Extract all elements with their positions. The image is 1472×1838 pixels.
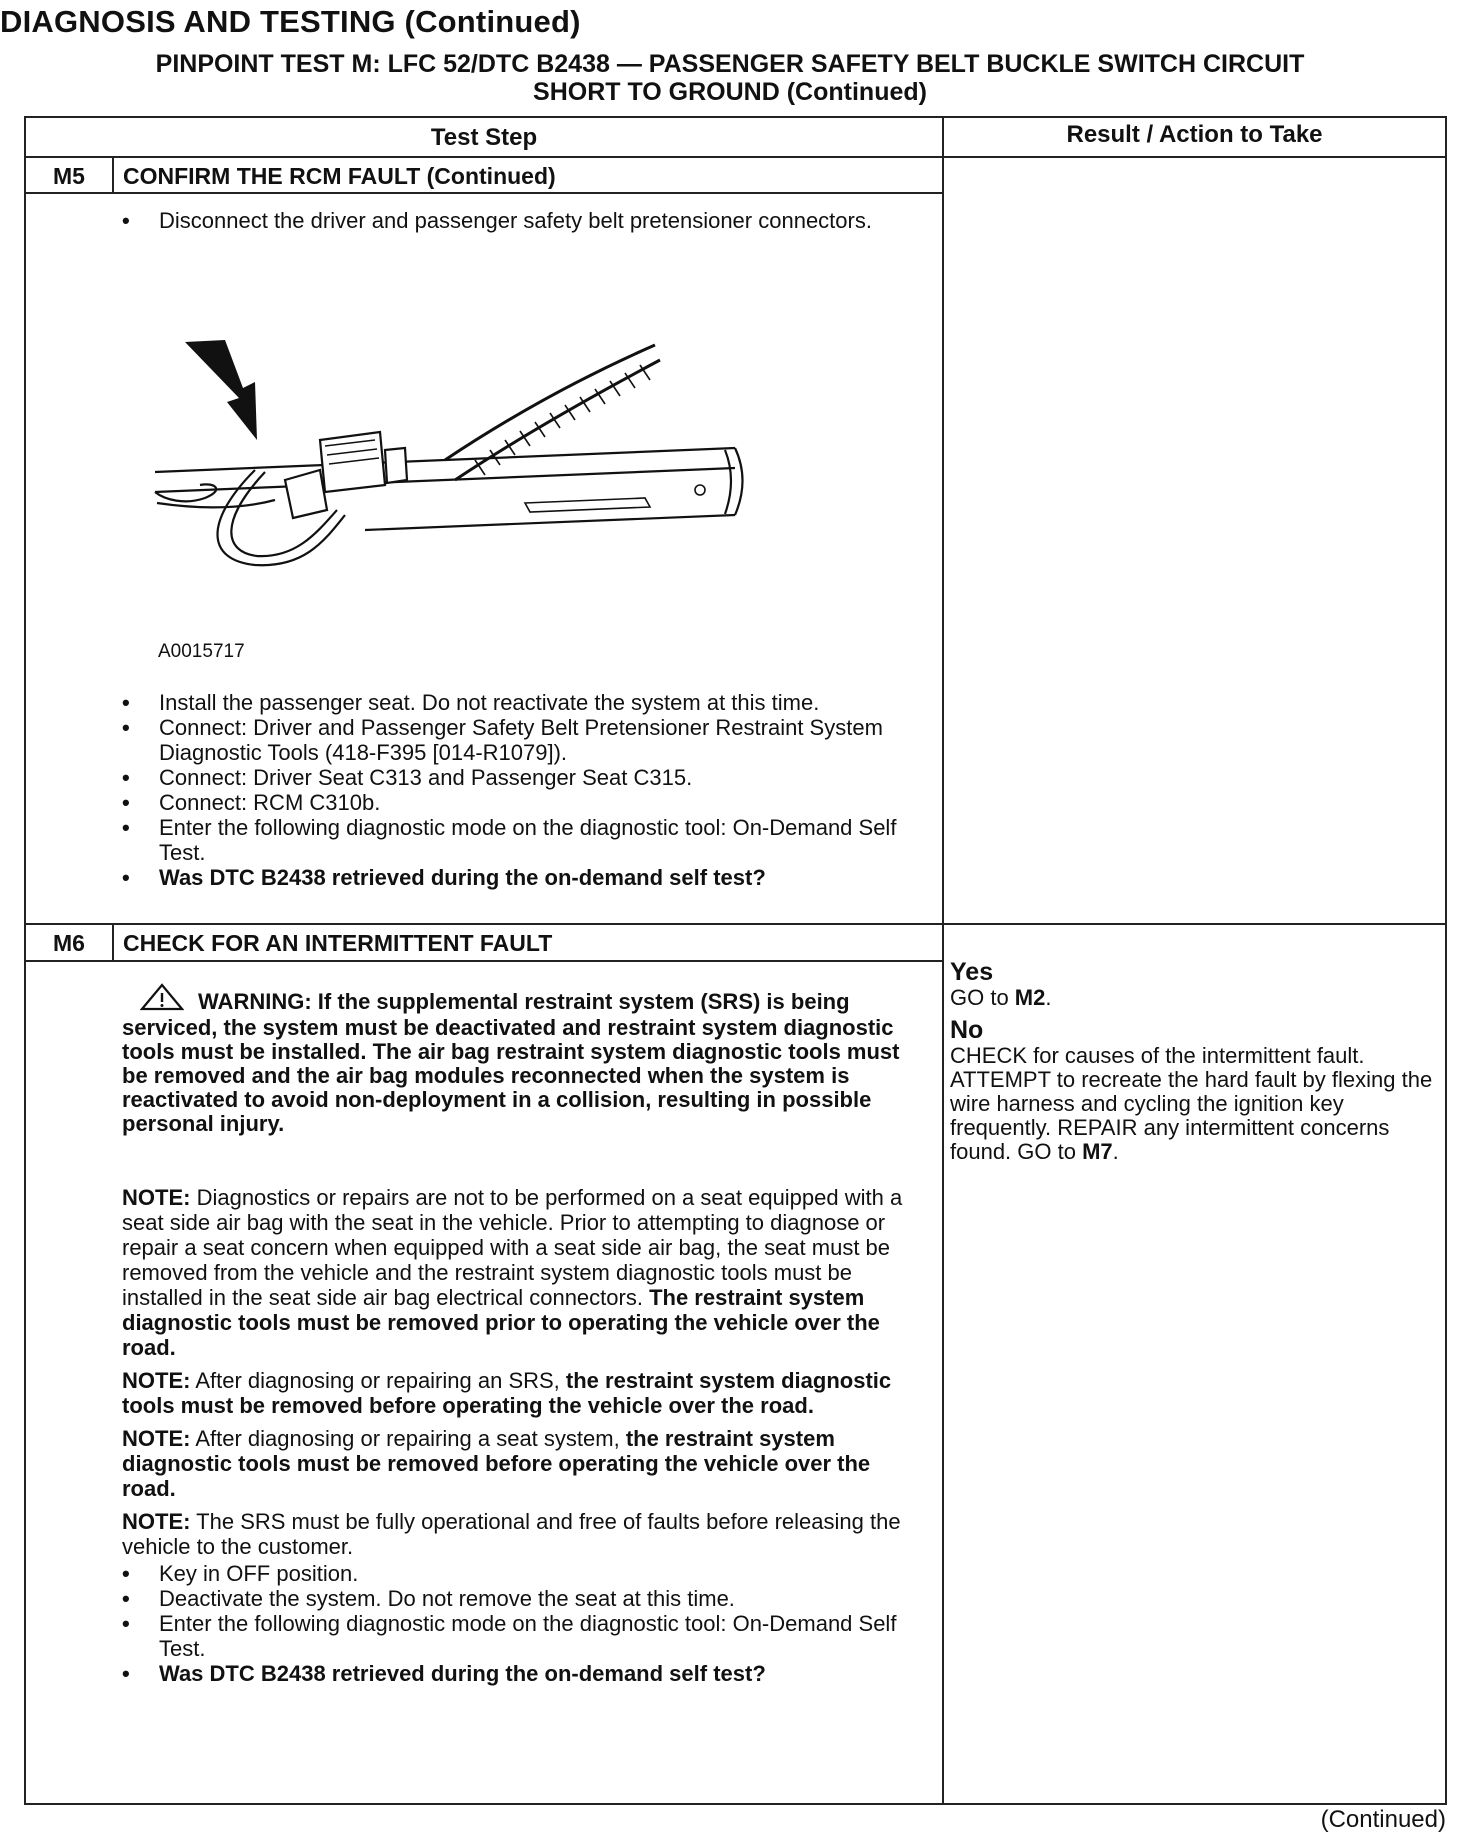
m5-bullets-before: [122, 208, 882, 233]
column-header-test-step: Test Step: [430, 124, 538, 151]
result-no-label: No: [950, 1016, 984, 1044]
list-item-question: • Was DTC B2438 retrieved during the on-demand self test?: [122, 1661, 912, 1686]
list-item: • Enter the following diagnostic mode on the diagnostic tool: On-Demand Self Test.: [122, 815, 902, 865]
note-label: NOTE:: [122, 1368, 191, 1393]
result-yes-target: M2: [1014, 985, 1046, 1010]
note-emphasis: The restraint system diagnostic tools must be removed prior to operating the vehicle over the road.: [122, 1285, 880, 1360]
note-text: After diagnosing or repairing a seat system,: [195, 1426, 620, 1451]
header-rule: [26, 156, 1445, 158]
note-text: The SRS must be fully operational and free of faults before releasing the vehicle to the customer.: [122, 1509, 901, 1559]
figure-id: A0015717: [158, 641, 245, 662]
list-item: • Enter the following diagnostic mode on the diagnostic tool: On-Demand Self Test.: [122, 1611, 912, 1661]
step-id-m6: M6: [53, 930, 85, 956]
m6-title-rule: [26, 960, 942, 962]
note-label: NOTE:: [122, 1509, 191, 1534]
result-yes-post: .: [1045, 985, 1052, 1010]
m6-notes: [122, 1185, 912, 1686]
list-item: • Connect: Driver and Passenger Safety Belt Pretensioner Restraint System Diagnostic Tools (418-F395 [014-R1079]).: [122, 715, 902, 765]
list-item: • Install the passenger seat. Do not reactivate the system at this time.: [122, 690, 902, 715]
note-label: NOTE:: [122, 1426, 191, 1451]
step-id-m5: M5: [53, 163, 85, 189]
pinpoint-test-title: [60, 50, 1400, 106]
m5-title-rule: [26, 192, 942, 194]
step-id-divider-m5: [112, 158, 114, 194]
list-item: • Connect: Driver Seat C313 and Passenger Seat C315.: [122, 765, 902, 790]
note-4: [122, 1509, 912, 1559]
step-title-m5: CONFIRM THE RCM FAULT (Continued): [123, 163, 556, 189]
m5-result: [950, 958, 1440, 1164]
warning-icon: [140, 983, 184, 1016]
illustration-svg: [145, 320, 785, 570]
note-1: [122, 1185, 912, 1360]
column-header-result: Result / Action to Take: [1066, 121, 1323, 148]
note-2: [122, 1368, 912, 1418]
list-item: • Connect: RCM C310b.: [122, 790, 902, 815]
note-text: After diagnosing or repairing an SRS,: [195, 1368, 560, 1393]
result-no-post: .: [1112, 1139, 1119, 1164]
result-no-text: CHECK for causes of the intermittent fault. ATTEMPT to recreate the hard fault by flexing the wire harness and cycling the ignition key frequently. REPAIR any intermittent concerns found. GO to: [950, 1043, 1433, 1164]
result-yes-action: [950, 986, 1440, 1010]
note-emphasis: the restraint system diagnostic tools must be removed before operating the vehicle over the road.: [122, 1368, 892, 1418]
m6-top-rule: [26, 923, 1445, 925]
pretensioner-connector-illustration: [145, 320, 785, 570]
warning-text: WARNING: If the supplemental restraint system (SRS) is being serviced, the system must be deactivated and restraint system diagnostic tools must be installed. The air bag restraint system diagnostic tools must be removed and the air bag modules reconnected when the system is reactivated to avoid non-deployment in a collision, resulting in possible personal injury.: [122, 989, 900, 1136]
page-heading: DIAGNOSIS AND TESTING (Continued): [0, 4, 581, 39]
test-title-line-2: SHORT TO GROUND (Continued): [533, 78, 927, 106]
list-item: • Disconnect the driver and passenger safety belt pretensioner connectors.: [122, 208, 882, 233]
note-emphasis: the restraint system diagnostic tools must be removed before operating the vehicle over the road.: [122, 1426, 871, 1501]
list-item: • Key in OFF position.: [122, 1561, 912, 1586]
m5-bullets-after: [122, 690, 902, 890]
continued-footer: (Continued): [1320, 1806, 1446, 1833]
result-yes-label: Yes: [950, 958, 994, 986]
note-3: [122, 1426, 912, 1501]
note-text: Diagnostics or repairs are not to be performed on a seat equipped with a seat side air bag with the seat in the vehicle. Prior to attempting to diagnose or repair a seat concern when equipped with a seat side air bag, the seat must be removed from the vehicle and the restraint system diagnostic tools must be installed in the seat side air bag electrical connectors.: [122, 1185, 903, 1310]
list-item: • Deactivate the system. Do not remove the seat at this time.: [122, 1586, 912, 1611]
result-no-target: M7: [1082, 1139, 1113, 1164]
step-title-m6: CHECK FOR AN INTERMITTENT FAULT: [123, 930, 553, 956]
m6-warning: [122, 983, 907, 1136]
step-id-divider-m6: [112, 925, 114, 962]
result-yes-text: GO to: [950, 985, 1015, 1010]
result-no-action: [950, 1044, 1440, 1164]
test-title-line-1: PINPOINT TEST M: LFC 52/DTC B2438 — PASSENGER SAFETY BELT BUCKLE SWITCH CIRCUIT: [155, 50, 1305, 78]
note-label: NOTE:: [122, 1185, 191, 1210]
list-item-question: • Was DTC B2438 retrieved during the on-demand self test?: [122, 865, 902, 890]
column-divider: [942, 118, 944, 1803]
